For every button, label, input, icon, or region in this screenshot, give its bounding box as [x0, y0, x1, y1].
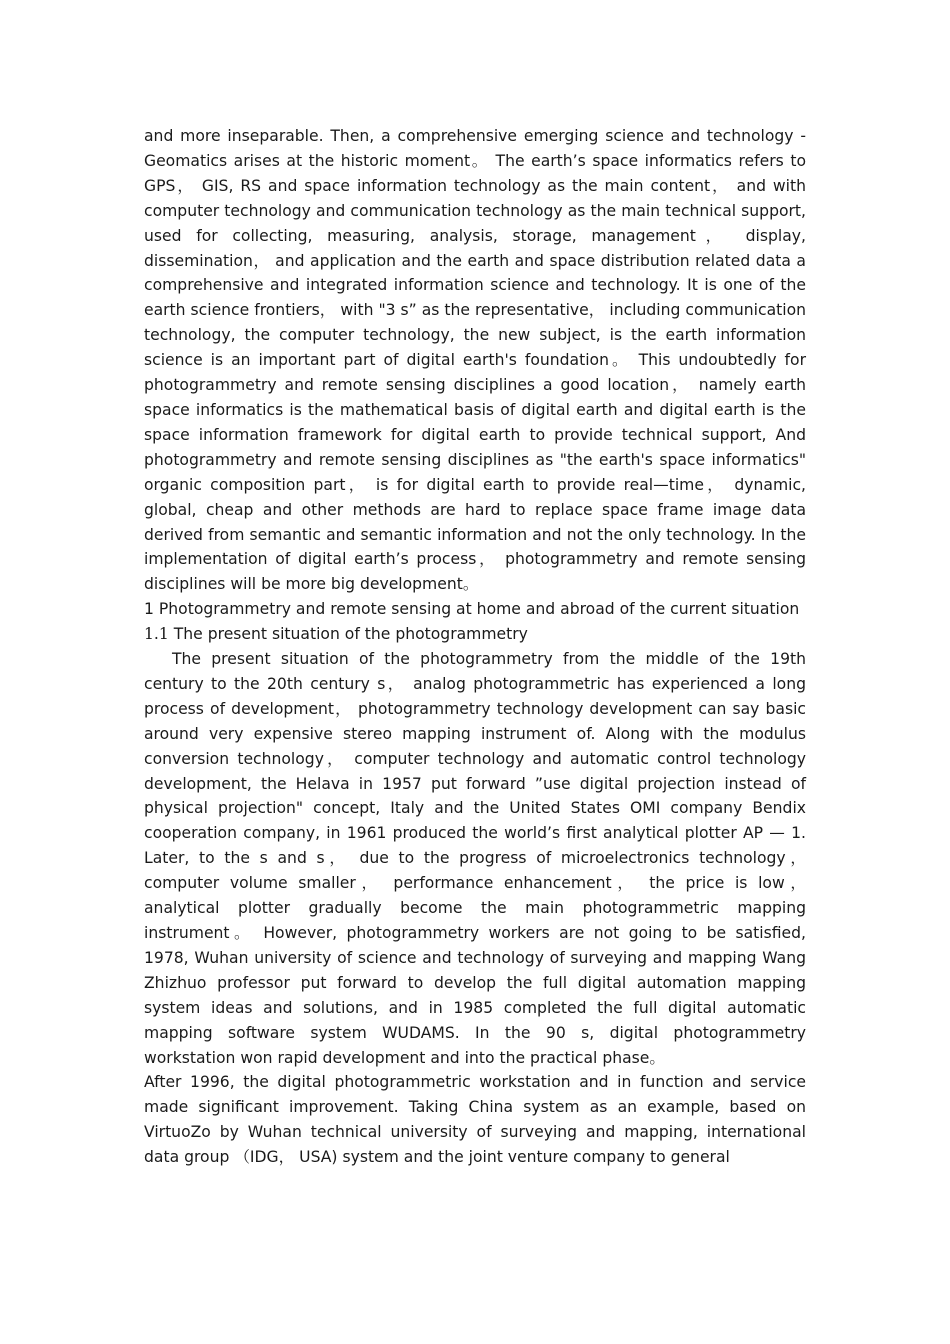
- section-heading-1-1: [144, 622, 806, 647]
- paragraph-photogrammetry-history: The present situation of the photogrammetry from the middle of the 19th century to the 20th century s， analog photogrammetric has experienced a long process of development， photogrammetry technology development can say basic around very expensive stereo mapping instrument of. Along with the modulus conversion technology， computer technology and automatic control technology development, the Helava in 1957 put forward ”use digital projection instead of physical projection" concept, Italy and the United States OMI company Bendix cooperation company, in 1961 produced the world’s first analytical plotter AP — 1. Later, to the s and s， due to the progress of microelectronics technology， computer volume smaller， performance enhancement， the price is low， analytical plotter gradually become the main photogrammetric mapping instrument。 However, photogrammetry workers are not going to be satisfied, 1978, Wuhan university of science and technology of surveying and mapping Wang Zhizhuo professor put forward to develop the full digital automation mapping system ideas and solutions, and in 1985 completed the full digital automatic mapping software system WUDAMS. In the 90 s, digital photogrammetry workstation won rapid development and into the practical phase。: [144, 650, 806, 1067]
- section-title-1-1: The present situation of the photogrammetry: [168, 625, 528, 644]
- section-heading-1: 1 Photogrammetry and remote sensing at home and abroad of the current situation: [144, 600, 800, 619]
- section-number-1-1: 1.1: [144, 625, 169, 644]
- paragraph-geomatics-intro: and more inseparable. Then, a comprehensive emerging science and technology - Geomatics arises at the historic moment。 The earth’s space informatics refers to GPS， GIS, RS and space information technology as the main content， and with computer technology and communication technology as the main technical support, used for collecting, measuring, analysis, storage, management， display, dissemination， and application and the earth and space distribution related data a comprehensive and integrated information science and technology. It is one of the earth science frontiers， with "3 s” as the representative， including communication technology, the computer technology, the new subject, is the earth information science is an important part of digital earth's foundation。 This undoubtedly for photogrammetry and remote sensing disciplines a good location， namely earth space informatics is the mathematical basis of digital earth and digital earth is the space information framework for digital earth to provide technical support, And photogrammetry and remote sensing disciplines as "the earth's space informatics" organic composition part， is for digital earth to provide real—time， dynamic, global, cheap and other methods are hard to replace space frame image data derived from semantic and semantic information and not the only technology. In the implementation of digital earth’s process， photogrammetry and remote sensing disciplines will be more big development。: [144, 127, 806, 594]
- document-page: [144, 124, 806, 1170]
- paragraph-after-1996: After 1996, the digital photogrammetric workstation and in function and service made significant improvement. Taking China system as an example, based on VirtuoZo by Wuhan technical university of surveying and mapping, international data group （IDG， USA) system and the joint venture company to general: [144, 1073, 806, 1167]
